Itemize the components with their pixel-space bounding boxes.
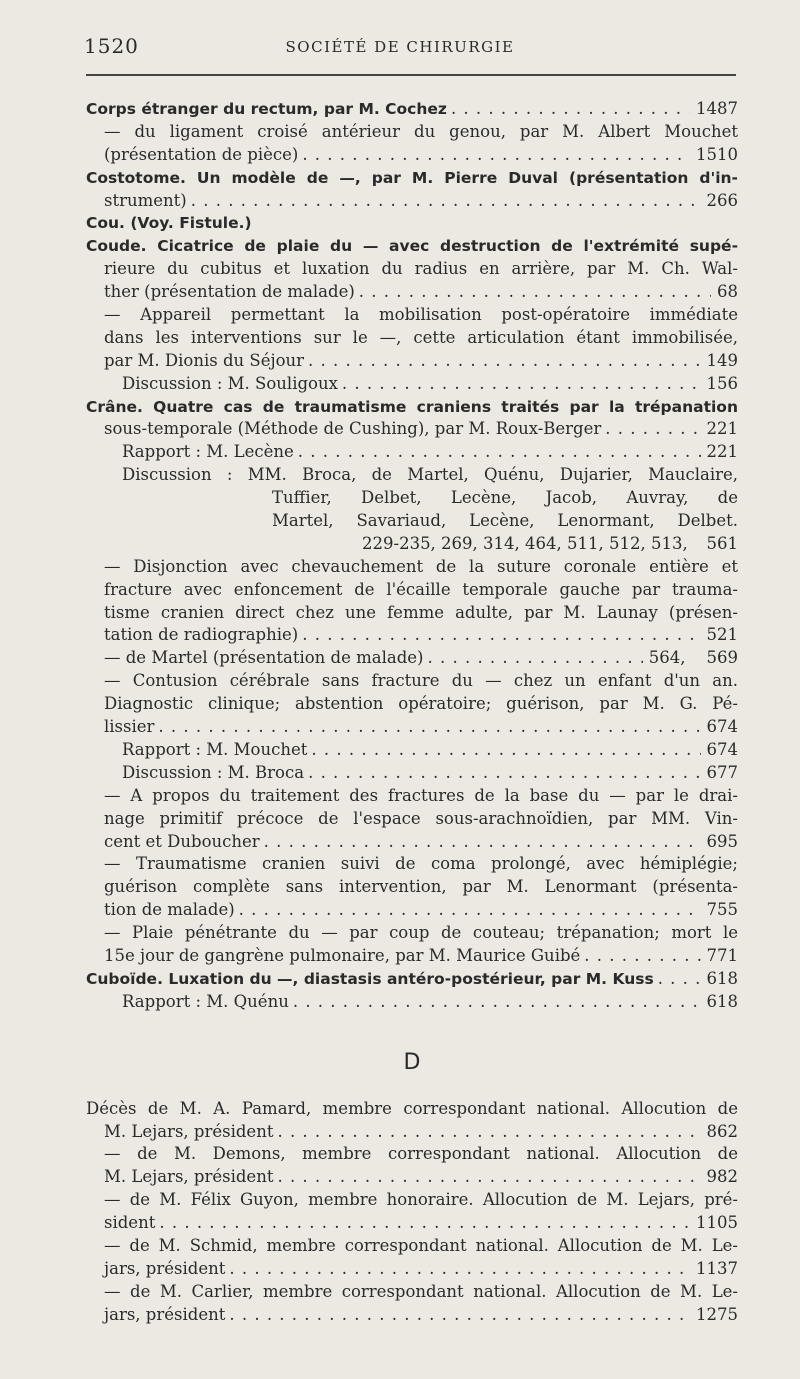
index-entry: — Plaie pénétrante du — par coup de couteau; trépanation; mort le — [104, 923, 738, 943]
index-entry: — de M. Schmid, membre correspondant national. Allocution de M. Le- — [104, 1235, 738, 1255]
index-entry-sub: Discussion : M. Souligoux 156 . . . — [86, 373, 738, 396]
index-entry-sub: Discussion : MM. Broca, de Martel, Quénu, Dujarier, Mauclaire, — [122, 465, 738, 485]
index-entry: — A propos du traitement des fractures de la base du — par le drai- — [104, 785, 738, 805]
index-entry-cont: rieure du cubitus et luxation du radius en arrière, par M. Ch. Wal- — [104, 259, 738, 279]
page-ref: 618 — [701, 991, 739, 1014]
index-entry: — de M. Carlier, membre correspondant national. Allocution de M. Le- — [104, 1281, 738, 1301]
index-entry-cont: cent et Duboucher 695 . . . — [86, 831, 738, 854]
page-ref: 1137 — [690, 1258, 738, 1281]
page-ref: 695 — [701, 831, 739, 854]
index-entry: — Traumatisme cranien suivi de coma prolongé, avec hémiplégie; — [104, 854, 738, 874]
page-ref: 68 — [711, 281, 738, 304]
page-ref: 862 — [701, 1121, 739, 1144]
index-entry-sub: Discussion : M. Broca 677 . . . — [86, 762, 738, 785]
page-ref: 221 — [701, 441, 739, 464]
index-entry-cont: tion de malade) 755 . . . — [86, 899, 738, 922]
index-entry-sub: 229-235, 269, 314, 464, 511, 512, 513, 561 — [86, 533, 738, 556]
index-entry-cont: ther (présentation de malade) 68 . . . — [86, 281, 738, 304]
index-entry-sub: Rapport : M. Lecène 221 . . . — [86, 441, 738, 464]
index-entry: — de M. Félix Guyon, membre honoraire. Allocution de M. Lejars, pré- — [104, 1190, 738, 1210]
index-entry-cont: nage primitif précoce de l'espace sous-arachnoïdien, par MM. Vin- — [104, 808, 738, 828]
index-entry-cont: tation de radiographie) 521 . . . — [86, 624, 738, 647]
page-ref: 674 — [701, 716, 739, 739]
index-entry: Cuboïde. Luxation du —, diastasis antéro-postérieur, par M. Kuss 618 . . . — [86, 968, 738, 991]
running-title: SOCIÉTÉ DE CHIRURGIE — [285, 38, 515, 56]
page-ref: 521 — [701, 624, 739, 647]
header-rule — [86, 74, 736, 76]
page-ref: 1487 — [690, 98, 738, 121]
index-entry: Décès de M. A. Pamard, membre correspondant national. Allocution de — [86, 1098, 738, 1118]
page-ref: 982 — [701, 1166, 739, 1189]
index-entry: — de Martel (présentation de malade) 564, 569 . . . — [86, 647, 738, 670]
page-ref: 677 — [701, 762, 739, 785]
page-ref: 1105 — [690, 1212, 738, 1235]
index-entry: — de M. Demons, membre correspondant national. Allocution de — [104, 1144, 738, 1164]
page-number: 1520 — [84, 34, 139, 58]
index-entry-cont: lissier 674 . . . — [86, 716, 738, 739]
index-entry: Coude. Cicatrice de plaie du — avec destruction de l'extrémité supé- — [86, 237, 738, 256]
index-entry: — du ligament croisé antérieur du genou, par M. Albert Mouchet — [104, 121, 738, 141]
index-entry-cont: par M. Dionis du Séjour 149 . . . — [86, 350, 738, 373]
page-ref: 266 — [701, 190, 739, 213]
page-ref: 221 — [701, 418, 739, 441]
page-ref: 564, 569 — [643, 647, 738, 670]
section-letter: D — [403, 1049, 421, 1075]
index-entry: — Disjonction avec chevauchement de la suture coronale entière et — [104, 556, 738, 576]
page-ref: 561 — [701, 533, 739, 556]
page-ref: 618 — [701, 968, 739, 991]
page-ref: 755 — [701, 899, 739, 922]
page-ref: 149 — [701, 350, 739, 373]
index-entry-cont: sous-temporale (Méthode de Cushing), par M. Roux-Berger 221 . . . — [86, 418, 738, 441]
index-entry-cont: M. Lejars, président 982 . . . — [86, 1166, 738, 1189]
index-entry-cont: dans les interventions sur le —, cette articulation étant immobilisée, — [104, 327, 738, 347]
index-column — [86, 98, 738, 1327]
index-entry-cont: fracture avec enfoncement de l'écaille temporale gauche par trauma- — [104, 579, 738, 599]
index-entry: Corps étranger du rectum, par M. Cochez 1487 . . . — [86, 98, 738, 121]
index-entry-cont: sident 1105 . . . — [86, 1212, 738, 1235]
index-entry-sub: Tuffier, Delbet, Lecène, Jacob, Auvray, de — [272, 488, 738, 508]
index-entry-sub: Martel, Savariaud, Lecène, Lenormant, Delbet. — [272, 511, 738, 531]
index-entry-sub: Rapport : M. Quénu 618 . . . — [86, 991, 738, 1014]
index-entry-cont: jars, président 1275 . . . — [86, 1304, 738, 1327]
index-entry-cont: strument) 266 . . . — [86, 190, 738, 213]
page-ref: 156 — [701, 373, 739, 396]
page-ref: 674 — [701, 739, 739, 762]
page-ref: 1510 — [690, 144, 738, 167]
index-entry-cont: (présentation de pièce) 1510 . . . — [86, 144, 738, 167]
page-ref: 1275 — [690, 1304, 738, 1327]
index-entry-cont: Diagnostic clinique; abstention opératoire; guérison, par M. G. Pé- — [104, 694, 738, 714]
index-entry: — Appareil permettant la mobilisation post-opératoire immédiate — [104, 305, 738, 325]
index-entry-cont: jars, président 1137 . . . — [86, 1258, 738, 1281]
index-entry-sub: Rapport : M. Mouchet 674 . . . — [86, 739, 738, 762]
index-entry: Cou. (Voy. Fistule.) — [86, 214, 252, 233]
index-entry: Crâne. Quatre cas de traumatisme craniens traités par la trépanation — [86, 397, 738, 416]
page-ref: 771 — [701, 945, 739, 968]
index-entry-cont: guérison complète sans intervention, par M. Lenormant (présenta- — [104, 877, 738, 897]
index-entry: — Contusion cérébrale sans fracture du — chez un enfant d'un an. — [104, 671, 738, 691]
index-entry: Costotome. Un modèle de —, par M. Pierre Duval (présentation d'in- — [86, 168, 738, 187]
index-entry-cont: tisme cranien direct chez une femme adulte, par M. Launay (présen- — [104, 602, 738, 622]
index-entry-cont: 15e jour de gangrène pulmonaire, par M. Maurice Guibé 771 . . . — [86, 945, 738, 968]
index-entry-cont: M. Lejars, président 862 . . . — [86, 1121, 738, 1144]
